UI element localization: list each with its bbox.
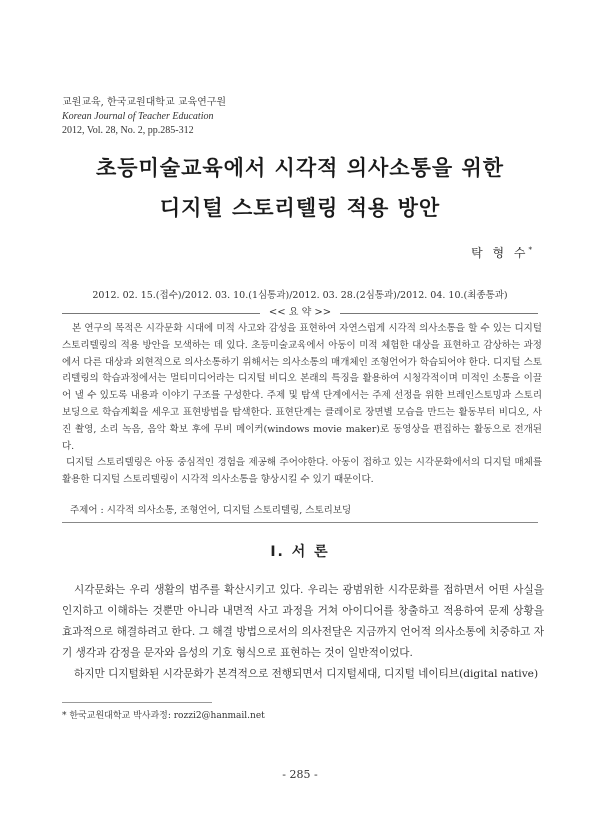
body-paragraph-1: 시각문화는 우리 생활의 범주를 확산시키고 있다. 우리는 광범위한 시각문화를 접하면서 어떤 사실을 인지하고 이해하는 것뿐만 아니라 내면적 사고 과정을 거쳐 아이디어를 창출하고 적용하여 문제 상황을 효과적으로 해결하려고 한다. 그 해결 방법으로서의 의사전달은 지금까지 언어적 의사소통에 치중하고 자기 생각과 감정을 문자와 음성의 기호 형식으로 표현하는 것이 일반적이었다. [62, 584, 544, 659]
footnote-divider [62, 702, 212, 703]
abstract-heading [62, 306, 538, 320]
abstract-paragraph-1: 본 연구의 목적은 시각문화 시대에 미적 사고와 감성을 표현하여 자연스럽게 시각적 의사소통을 할 수 있는 디지털 스토리텔링의 적용 방안을 모색하는 데 있다. 초등미술교육에서 아동이 미적 체험한 대상을 표현하고 감상하는 과정에서 다른 대상과 외현적으로 의사소통하기 위해서는 의사소통의 매개체인 조형언어가 학습되어야 한다. 디지털 스토리텔링의 학습과정에서는 멀티미디어라는 디지털 비디오 본래의 특징을 활용하여 시청각적이며 미적인 소통을 이끌어 낼 수 있도록 내용과 이야기 구조를 구성한다. 주제 및 탐색 단계에서는 주제 선정을 위한 브레인스토밍과 스토리보딩으로 학습계획을 세우고 표현방법을 탐색한다. 표현단계는 클레이로 장면별 모습을 만드는 활동부터 비디오, 사진 촬영, 소리 녹음, 음악 확보 후에 무비 메이커(windows movie maker)로 동영상을 편집하는 활동으로 전개된다. [62, 323, 542, 452]
author [471, 244, 532, 261]
journal-name-english: Korean Journal of Teacher Education [62, 111, 214, 122]
keywords: 주제어 : 시각적 의사소통, 조형언어, 디지털 스토리텔링, 스토리보딩 [70, 505, 352, 516]
abstract-heading-label: << 요 약 >> [268, 307, 332, 318]
body-paragraph-2: 하지만 디지털화된 시각문화가 본격적으로 전행되면서 디지털세대, 디지털 네이티브(digital native) [74, 668, 539, 680]
page-number: - 285 - [282, 768, 318, 781]
paper-title-line-2: 디지털 스토리텔링 적용 방안 [159, 196, 441, 220]
body-text [62, 580, 544, 685]
author-name: 탁 형 수 [471, 246, 529, 260]
abstract-heading-rule-right [340, 313, 538, 314]
paper-title-line-1: 초등미술교육에서 시각적 의사소통을 위한 [95, 156, 505, 180]
keywords-divider [62, 522, 538, 523]
footnote: * 한국교원대학교 박사과정: rozzi2@hanmail.net [62, 711, 265, 721]
journal-publisher: 교원교육, 한국교원대학교 교육연구원 [62, 97, 227, 108]
paper-title [0, 148, 600, 228]
abstract-paragraph-2: 디지털 스토리텔링은 아동 중심적인 경험을 제공해 주어야한다. 아동이 접하고 있는 시각문화에서의 디지털 매체를 활용한 디지털 스토리텔링이 시각적 의사소통을 향상시킬 수 있기 때문이다. [62, 457, 542, 486]
author-footnote-mark: * [528, 246, 532, 254]
review-dates: 2012. 02. 15.(접수)/2012. 03. 10.(1심통과)/2012. 03. 28.(2심통과)/2012. 04. 10.(최종통과) [92, 290, 508, 301]
journal-info [62, 96, 226, 138]
journal-volume: 2012, Vol. 28, No. 2, pp.285-312 [62, 125, 194, 136]
abstract [62, 321, 542, 489]
section-title: Ⅰ. 서 론 [270, 544, 330, 560]
